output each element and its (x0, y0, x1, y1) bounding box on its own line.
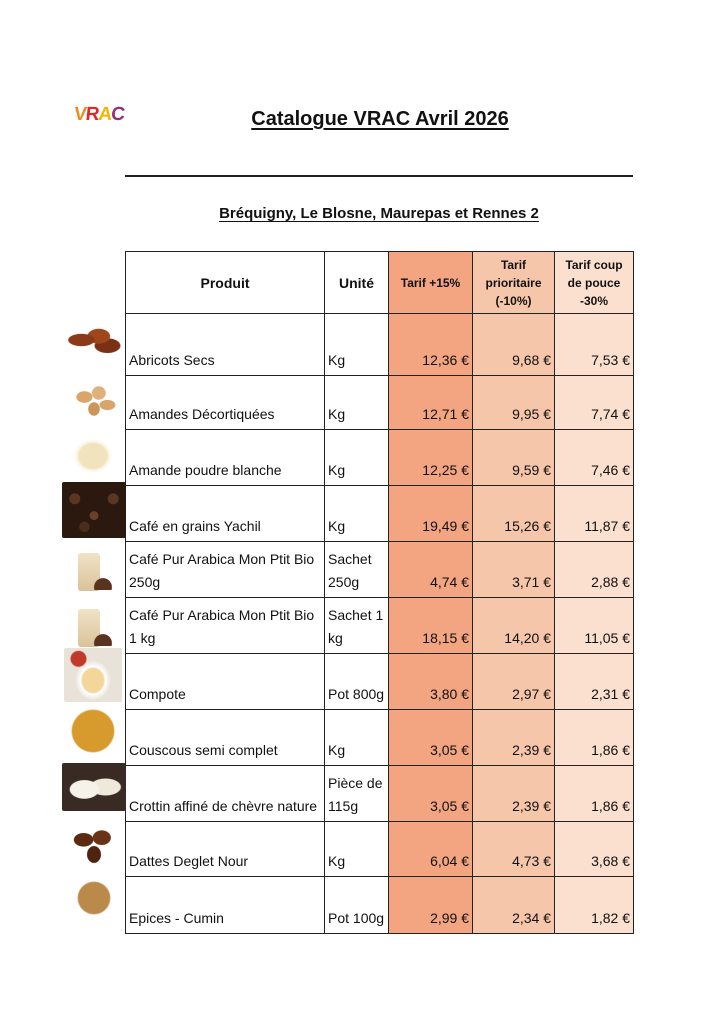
price-plus15: 3,80 € (389, 654, 473, 710)
page-title: Catalogue VRAC Avril 2026 (251, 108, 509, 130)
almond-icon (70, 381, 118, 421)
product-name: Couscous semi complet (126, 710, 325, 766)
product-name: Compote (126, 654, 325, 710)
table-row (126, 822, 634, 877)
price-coup-de-pouce: 1,86 € (555, 766, 634, 822)
price-plus15: 6,04 € (389, 822, 473, 877)
product-name: Café Pur Arabica Mon Ptit Bio 1 kg (126, 598, 325, 654)
table-row (126, 598, 634, 654)
price-coup-de-pouce: 1,82 € (555, 877, 634, 934)
table-row (126, 486, 634, 542)
price-plus15: 18,15 € (389, 598, 473, 654)
ground-coffee-icon (92, 576, 114, 590)
product-unit: Kg (325, 822, 389, 877)
price-plus15: 3,05 € (389, 766, 473, 822)
product-unit: Kg (325, 710, 389, 766)
page-subtitle: Bréquigny, Le Blosne, Maurepas et Rennes 2 (219, 205, 539, 222)
table-row (126, 314, 634, 376)
cumin-icon (74, 878, 114, 918)
table-header-row (126, 252, 634, 314)
divider (125, 175, 633, 177)
product-unit: Kg (325, 314, 389, 376)
product-unit: Pot 100g (325, 877, 389, 934)
couscous-icon (66, 708, 120, 754)
header-tarif-plus15: Tarif +15% (389, 252, 473, 314)
table-row (126, 766, 634, 822)
dates-icon (68, 823, 120, 865)
price-prioritaire: 9,59 € (473, 430, 555, 486)
ground-coffee-icon (92, 632, 114, 646)
price-prioritaire: 9,68 € (473, 314, 555, 376)
price-coup-de-pouce: 3,68 € (555, 822, 634, 877)
product-name: Café en grains Yachil (126, 486, 325, 542)
product-name: Café Pur Arabica Mon Ptit Bio 250g (126, 542, 325, 598)
product-name: Amande poudre blanche (126, 430, 325, 486)
product-unit: Kg (325, 486, 389, 542)
product-unit: Kg (325, 376, 389, 430)
price-plus15: 3,05 € (389, 710, 473, 766)
table-row (126, 710, 634, 766)
table-row (126, 430, 634, 486)
product-unit: Sachet 1 kg (325, 598, 389, 654)
price-plus15: 2,99 € (389, 877, 473, 934)
price-coup-de-pouce: 7,74 € (555, 376, 634, 430)
price-plus15: 19,49 € (389, 486, 473, 542)
price-coup-de-pouce: 2,31 € (555, 654, 634, 710)
price-coup-de-pouce: 7,46 € (555, 430, 634, 486)
price-prioritaire: 9,95 € (473, 376, 555, 430)
product-name: Amandes Décortiquées (126, 376, 325, 430)
product-unit: Kg (325, 430, 389, 486)
price-coup-de-pouce: 2,88 € (555, 542, 634, 598)
price-plus15: 12,25 € (389, 430, 473, 486)
price-coup-de-pouce: 1,86 € (555, 710, 634, 766)
product-name: Epices - Cumin (126, 877, 325, 934)
vrac-logo: VRAC (72, 104, 126, 125)
product-name: Crottin affiné de chèvre nature (126, 766, 325, 822)
price-prioritaire: 4,73 € (473, 822, 555, 877)
header-produit: Produit (126, 252, 325, 314)
price-prioritaire: 2,39 € (473, 766, 555, 822)
price-prioritaire: 2,97 € (473, 654, 555, 710)
product-unit: Sachet 250g (325, 542, 389, 598)
almond-powder-icon (68, 434, 118, 474)
table-row (126, 376, 634, 430)
price-coup-de-pouce: 7,53 € (555, 314, 634, 376)
header-unite: Unité (325, 252, 389, 314)
price-prioritaire: 3,71 € (473, 542, 555, 598)
header-tarif-prioritaire: Tarif prioritaire (-10%) (473, 252, 555, 314)
goat-cheese-icon (62, 763, 126, 811)
product-unit: Pièce de 115g (325, 766, 389, 822)
price-plus15: 12,71 € (389, 376, 473, 430)
product-name: Abricots Secs (126, 314, 325, 376)
price-prioritaire: 14,20 € (473, 598, 555, 654)
price-plus15: 12,36 € (389, 314, 473, 376)
table-row (126, 877, 634, 934)
price-prioritaire: 2,34 € (473, 877, 555, 934)
coffee-beans-icon (62, 482, 126, 538)
price-prioritaire: 2,39 € (473, 710, 555, 766)
table-row (126, 654, 634, 710)
header-tarif-coup-de-pouce: Tarif coup de pouce -30% (555, 252, 634, 314)
price-table (125, 251, 634, 934)
product-unit: Pot 800g (325, 654, 389, 710)
price-plus15: 4,74 € (389, 542, 473, 598)
compote-icon (64, 648, 122, 702)
price-coup-de-pouce: 11,87 € (555, 486, 634, 542)
product-name: Dattes Deglet Nour (126, 822, 325, 877)
price-coup-de-pouce: 11,05 € (555, 598, 634, 654)
table-row (126, 542, 634, 598)
price-prioritaire: 15,26 € (473, 486, 555, 542)
dried-apricot-icon (64, 321, 122, 359)
